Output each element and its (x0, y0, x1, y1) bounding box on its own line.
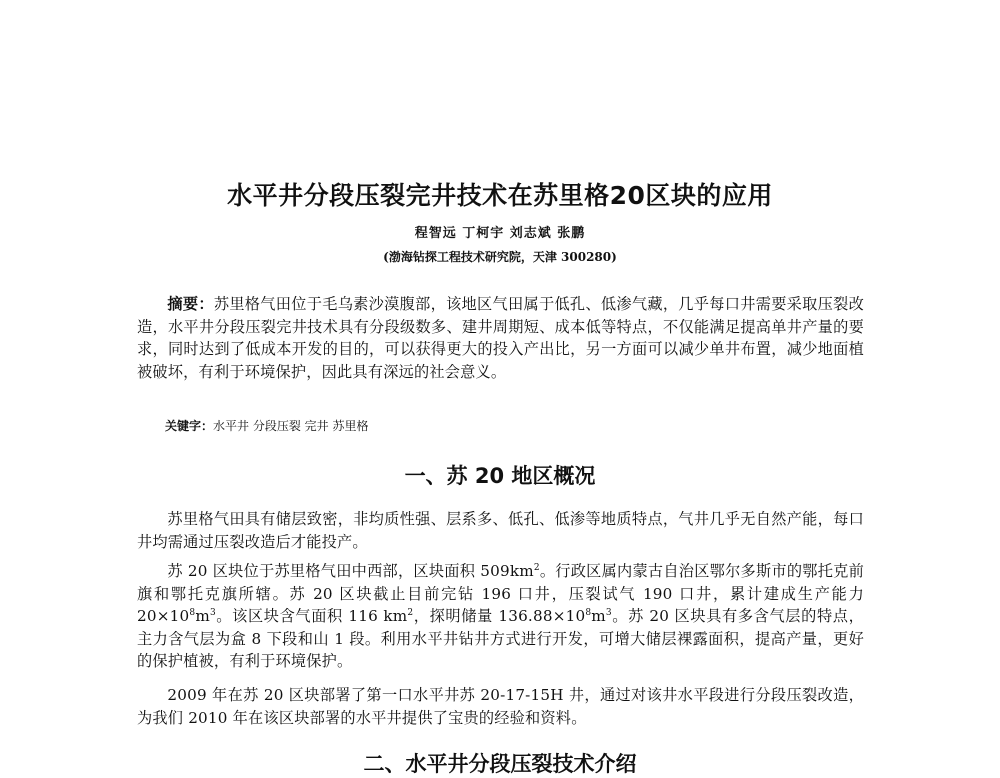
paper-title: 水平井分段压裂完井技术在苏里格20区块的应用 (227, 181, 773, 210)
superscript: 2 (407, 607, 414, 618)
text-run: 。该区块含气面积 116 km (215, 607, 408, 625)
keywords (165, 417, 368, 434)
abstract-text: 苏里格气田位于毛乌素沙漠腹部，该地区气田属于低孔、低渗气藏，几乎每口井需要采取压裂改造，水平井分段压裂完井技术具有分段级数多、建井周期短、成本低等特点，不仅能满足提高单井产量的要求，同时达到了低成本开发的目的，可以获得更大的投入产出比，另一方面可以减少单井布置，减少地面植被破坏，有利于环境保护，因此具有深远的社会意义。 (137, 295, 864, 381)
section-heading-1: 一、苏 20 地区概况 (404, 464, 596, 488)
text-run: 。行政区属内蒙古自治区鄂尔多斯市的鄂托克前旗和鄂托克旗所辖。苏 20 区块截止目前完钻 196 口井，压裂试气 190 口井，累计建成生产能力 20×10 (137, 562, 864, 625)
section-heading-2: 二、水平井分段压裂技术介绍 (363, 752, 637, 776)
body-paragraph-2 (137, 560, 864, 673)
body-paragraph-3: 2009 年在苏 20 区块部署了第一口水平井苏 20-17-15H 井，通过对该井水平段进行分段压裂改造，为我们 2010 年在该区块部署的水平井提供了宝贵的经验和资料。 (137, 686, 864, 727)
abstract (137, 293, 864, 383)
superscript: 3 (209, 607, 216, 618)
superscript: 8 (189, 607, 196, 618)
text-run: m (591, 607, 606, 625)
author-list: 程智远 丁柯宇 刘志斌 张鹏 (414, 226, 586, 241)
superscript: 3 (605, 607, 612, 618)
text-run: m (195, 607, 210, 625)
abstract-label: 摘要： (167, 295, 214, 313)
text-run: 苏 20 区块位于苏里格气田中西部，区块面积 509km (167, 562, 534, 580)
affiliation: (渤海钻探工程技术研究院，天津 300280) (383, 250, 617, 264)
superscript: 8 (585, 607, 592, 618)
keywords-label: 关键字： (165, 419, 214, 433)
keywords-text: 水平井 分段压裂 完井 苏里格 (213, 419, 369, 433)
superscript: 2 (533, 562, 540, 573)
body-paragraph-1: 苏里格气田具有储层致密，非均质性强、层系多、低孔、低渗等地质特点，气井几乎无自然产能，每口井均需通过压裂改造后才能投产。 (137, 510, 864, 551)
text-run: ，探明储量 136.88×10 (413, 607, 586, 625)
text-run: 。苏 20 区块具有多含气层的特点，主力含气层为盒 8 下段和山 1 段。利用水平井钻井方式进行开发，可增大储层裸露面积，提高产量，更好的保护植被，有利于环境保护。 (137, 607, 864, 670)
